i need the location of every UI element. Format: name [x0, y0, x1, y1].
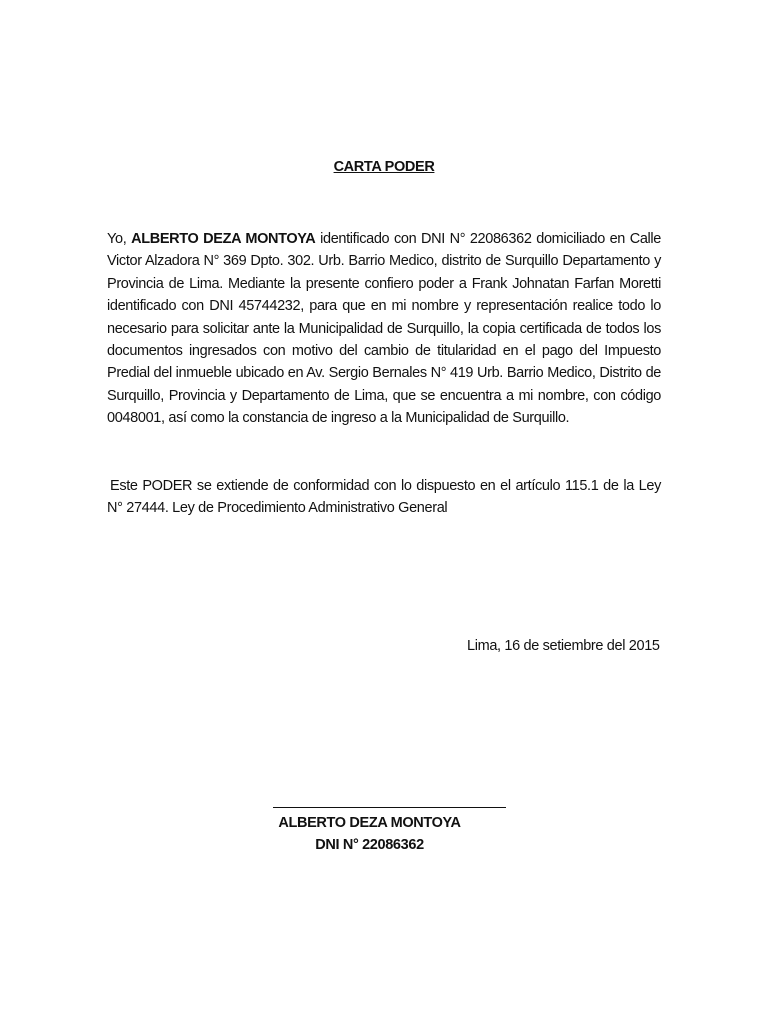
grantor-name: ALBERTO DEZA MONTOYA — [131, 231, 316, 247]
signature-dni: DNI N° 22086362 — [315, 837, 424, 853]
date-line: Lima, 16 de setiembre del 2015 — [467, 638, 660, 654]
paragraph-body: identificado con DNI N° 22086362 domiciliado en Calle Victor Alzadora N° 369 Dpto. 302. Urb. Barrio Medico, distrito de Surquillo Departamento y Provincia de Lima. Mediante la presente confiero poder a Frank Johnatan Farfan Moretti identificado con DNI 45744232, para que en mi nombre y representación realice todo lo necesario para solicitar ante la Municipalidad de Surquillo, la copia certificada de todos los documentos ingresados con motivo del cambio de titularidad en el pago del Impuesto Predial del inmueble ubicado en Av. Sergio Bernales N° 419 Urb. Barrio Medico, Distrito de Surquillo, Provincia y Departamento de Lima, que se encuentra a mi nombre, con código 0048001, así como la constancia de ingreso a la Municipalidad de Surquillo. — [107, 231, 662, 427]
signature-line — [273, 807, 506, 808]
body-paragraph-2: Este PODER se extiende de conformidad con lo dispuesto en el artículo 115.1 de la Ley N° 27444. Ley de Procedimiento Administrativo General — [107, 478, 661, 517]
signature-name: ALBERTO DEZA MONTOYA — [278, 815, 461, 831]
document-title: CARTA PODER — [333, 159, 435, 175]
paragraph-lead: Yo, — [107, 231, 132, 247]
body-paragraph-1 — [107, 228, 661, 430]
